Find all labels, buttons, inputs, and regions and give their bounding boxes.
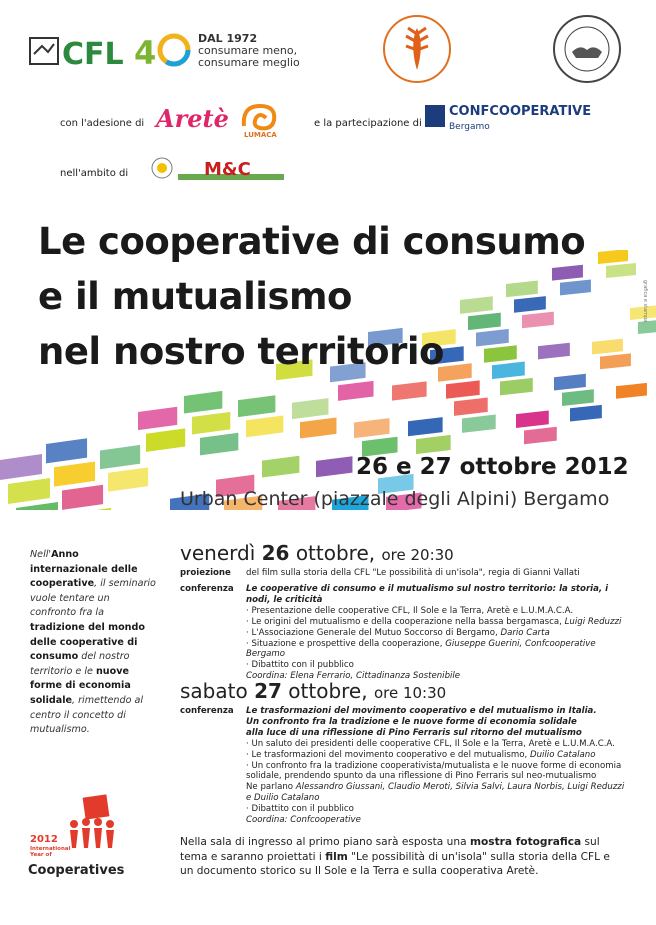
day2-conf-title3: alla luce di una riflessione di Pino Ferraris sul ritorno del mutualismo xyxy=(246,727,582,738)
adesione-label: con l'adesione di xyxy=(60,118,145,129)
mosaic-tile xyxy=(100,445,140,469)
page-title xyxy=(38,214,585,379)
mosaic-tile xyxy=(598,250,628,264)
cfl-tagline-line2: consumare meglio xyxy=(198,56,300,69)
sole-e-la-terra-logo xyxy=(382,14,452,84)
day1-coordina: Coordina: Elena Ferrario, Cittadinanza Sostenibile xyxy=(246,671,461,682)
mosaic-tile xyxy=(416,435,451,454)
mosaic-tile xyxy=(408,417,443,436)
mosaic-tile xyxy=(606,263,636,278)
confcooperative-sub: Bergamo xyxy=(449,122,490,132)
side-credit: grafica e stampa xyxy=(642,280,648,323)
mosaic-tile xyxy=(316,456,352,477)
day2-item: · Dibattito con il pubblico xyxy=(246,804,354,815)
day2-conf-title1: Le trasformazioni del movimento cooperativo e del mutualismo in Italia. xyxy=(246,706,597,716)
mosaic-tile xyxy=(246,415,283,437)
mosaic-tile xyxy=(184,391,222,414)
mosaic-tile xyxy=(446,380,480,398)
day1-conferenza-block xyxy=(246,584,626,682)
mc-label: M&C xyxy=(204,159,251,180)
day2-item: solidale, prendendo spunto da una riflessione di Pino Ferraris sul neo-mutualismo xyxy=(246,771,597,782)
day1-item: · Dibattito con il pubblico xyxy=(246,660,354,671)
lumaca-label: LUMACA xyxy=(244,131,277,139)
mosaic-tile xyxy=(516,410,549,428)
iyc-line2: Year of xyxy=(30,852,52,858)
day1-item: · Presentazione delle cooperative CFL, Il Sole e la Terra, Aretè e L.U.M.A.C.A. xyxy=(246,605,574,616)
iyc-line1: International xyxy=(30,846,71,852)
mosaic-tile xyxy=(524,427,557,445)
arete-logo: Aretè xyxy=(156,104,229,133)
mosaic-tile xyxy=(616,383,647,399)
mosaic-tile xyxy=(262,456,299,478)
mosaic-tile xyxy=(454,397,488,415)
mosaic-tile xyxy=(138,407,177,430)
day2-conf-title2: Un confronto fra la tradizione e le nuove forme di economia solidale xyxy=(246,716,577,727)
mosaic-tile xyxy=(192,412,230,435)
event-venue: Urban Center (piazzale degli Alpini) Bergamo xyxy=(180,488,610,510)
day1-conf-title: Le cooperative di consumo e il mutualismo sul nostro territorio: la storia, i nodi, le criticità xyxy=(246,584,609,605)
mosaic-tile xyxy=(500,378,533,396)
day1-item: · L'Associazione Generale del Mutuo Soccorso di Bergamo, Dario Carta xyxy=(246,627,550,638)
cfl-tagline xyxy=(198,33,300,69)
cfl-tagline-line1: consumare meno, xyxy=(198,44,298,57)
mosaic-tile xyxy=(570,405,602,422)
day1-item: · Situazione e prospettive della cooperazione, Giuseppe Guerini, Confcooperative Bergamo xyxy=(246,638,596,660)
event-date: 26 e 27 ottobre 2012 xyxy=(356,454,629,480)
day2-item: · Le trasformazioni del movimento cooperativo e del mutualismo, Duilio Catalano xyxy=(246,749,596,760)
title-line3: nel nostro territorio xyxy=(38,330,444,373)
svg-text:4: 4 xyxy=(134,34,157,72)
footer-note: Nella sala di ingresso al primo piano sarà esposta una mostra fotografica sul tema e saranno proiettati i film "Le possibilità di un'isola" sulla storia della CFL e un documento storico su Il Sole e la Terra e sulla cooperativa Aretè. xyxy=(180,836,610,877)
iyc-2012-logo xyxy=(26,792,136,880)
day2-item: Ne parlano Alessandro Giussani, Claudio Meroti, Silvia Salvi, Laura Norbis, Luigi Reduzzi e Duilio Catalano xyxy=(246,782,625,804)
mosaic-tile xyxy=(0,454,42,480)
mosaic-tile xyxy=(8,478,50,504)
mosaic-tile xyxy=(108,467,148,491)
confcooperative-mark-icon xyxy=(425,105,445,127)
mosaic-tile xyxy=(338,381,374,401)
title-line2: e il mutualismo xyxy=(38,275,352,318)
mosaic-tile xyxy=(146,428,185,451)
confcooperative-name: CONFCOOPERATIVE xyxy=(449,104,592,119)
iyc-name: Cooperatives xyxy=(28,863,125,878)
mosaic-tile xyxy=(62,485,103,510)
mutuo-soccorso-seal xyxy=(552,14,622,84)
day2-coordina: Coordina: Confcooperative xyxy=(246,815,361,826)
day2-heading: sabato 27 ottobre, ore 10:30 xyxy=(180,679,447,703)
mosaic-tile xyxy=(292,398,328,419)
intro-text: Nell'Anno internazionale delle cooperative, il seminario vuole tentare un confronto fra la tradizione del mondo delle cooperative di consumo del nostro territorio e le nuove forme di economia solidale, rimettendo al centro il concetto di mutualismo. xyxy=(30,549,156,736)
partecipazione-label: e la partecipazione di xyxy=(314,118,422,129)
confcooperative-logo xyxy=(425,105,591,134)
lumaca-logo xyxy=(236,100,282,140)
mosaic-tile xyxy=(562,389,594,406)
day1-heading: venerdì 26 ottobre, ore 20:30 xyxy=(180,541,454,565)
day2-conferenza-label: conferenza xyxy=(180,706,234,716)
mosaic-tile xyxy=(200,433,238,456)
ambito-label: nell'ambito di xyxy=(60,168,129,179)
mosaic-tile xyxy=(70,508,111,510)
mosaic-tile xyxy=(354,418,390,438)
day1-proiezione-label: proiezione xyxy=(180,568,231,578)
day1-item: · Le origini del mutualismo e della cooperazione nella bassa bergamasca, Luigi Reduzzi xyxy=(246,616,622,627)
mc-logo xyxy=(148,152,288,184)
mosaic-tile xyxy=(392,381,427,400)
mosaic-tile xyxy=(592,339,623,355)
title-line1: Le cooperative di consumo xyxy=(38,220,586,263)
cfl-logo xyxy=(28,28,198,74)
mosaic-tile xyxy=(54,461,95,486)
mosaic-tile xyxy=(16,502,58,510)
day2-item: · Un saluto dei presidenti delle cooperative CFL, Il Sole e la Terra, Aretè e L.U.M.A.C.A. xyxy=(246,738,615,749)
svg-text:CFL: CFL xyxy=(62,37,124,72)
day1-proiezione-text: del film sulla storia della CFL "Le possibilità di un'isola", regia di Gianni Vallati xyxy=(246,568,580,578)
cfl-tagline-year: DAL 1972 xyxy=(198,32,258,45)
mosaic-tile xyxy=(600,353,631,369)
mosaic-tile xyxy=(462,415,496,433)
day2-conferenza-block xyxy=(246,706,626,826)
day2-item: · Un confronto fra la tradizione cooperativista/mutualista e le nuove forme di economia xyxy=(246,760,622,771)
mosaic-tile xyxy=(300,418,336,439)
iyc-year: 2012 xyxy=(30,834,58,845)
day1-conferenza-label: conferenza xyxy=(180,584,234,594)
mosaic-tile xyxy=(238,395,275,417)
mosaic-tile xyxy=(46,438,87,463)
